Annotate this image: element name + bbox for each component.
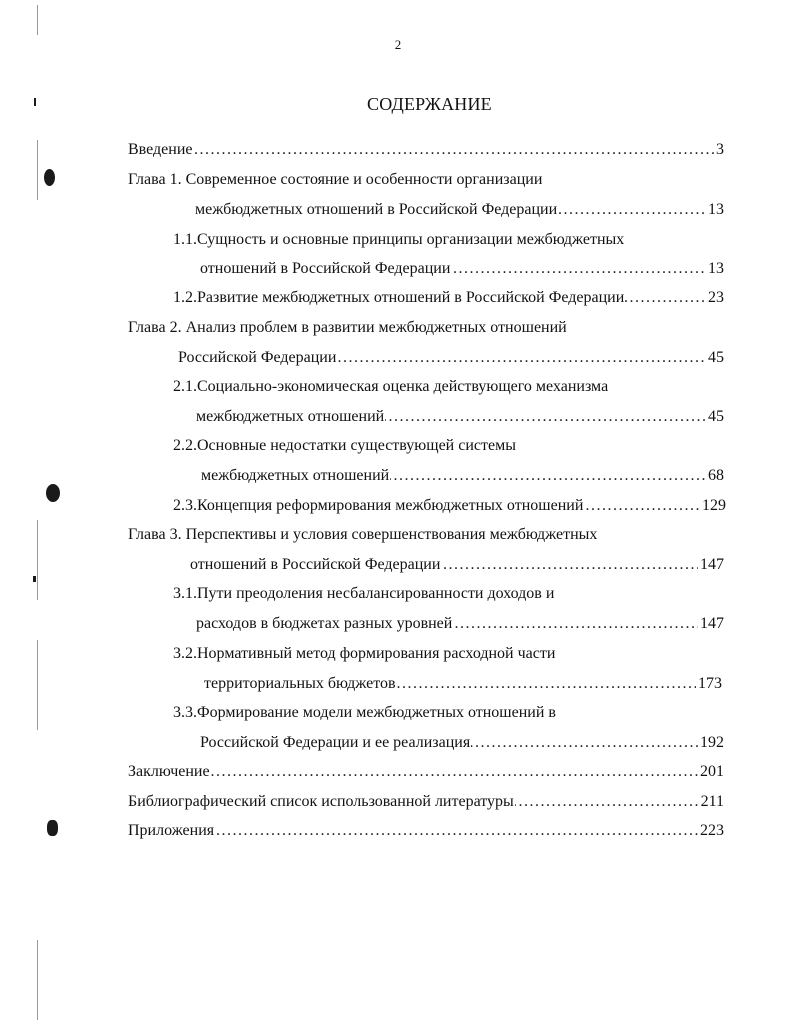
toc-section-2-2-title[interactable]: 2.2.Основные недостатки существующей системы [173,437,516,454]
toc-entry-page: 147 [700,556,724,573]
toc-entry-label: Российской Федерации [178,349,337,366]
toc-section-3-2-title[interactable]: 3.2.Нормативный метод формирования расходной части [173,645,556,662]
toc-entry-label: расходов в бюджетах разных уровней [196,615,453,632]
scan-speck [34,98,36,106]
toc-entry-page: 68 [708,467,724,484]
toc-entry-label: Библиографический список использованной литературы [128,793,514,810]
toc-entry-label: отношений в Российской Федерации [200,260,451,277]
toc-section-3-1-cont[interactable] [196,614,724,634]
toc-section-1-1-title[interactable]: 1.1.Сущность и основные принципы организации межбюджетных [173,231,625,248]
toc-title: СОДЕРЖАНИЕ [367,94,492,114]
toc-entry-page: 23 [708,289,724,306]
toc-chapter-3-title[interactable]: Глава 3. Перспективы и условия совершенствования межбюджетных [128,526,598,543]
scan-edge-line [37,940,38,1020]
toc-entry-page: 45 [708,408,724,425]
toc-entry-appendix[interactable] [128,821,724,841]
toc-entry-intro[interactable] [128,140,724,160]
toc-section-3-3-title[interactable]: 3.3.Формирование модели межбюджетных отношений в [173,704,556,721]
punch-hole-mark [46,484,60,502]
page-number: 2 [394,37,402,52]
scan-speck [33,576,36,582]
toc-chapter-1-title[interactable]: Глава 1. Современное состояние и особенности организации [128,171,543,188]
toc-chapter-3-cont[interactable] [190,555,724,575]
toc-entry-page: 13 [708,201,724,218]
punch-hole-mark [47,820,58,836]
toc-chapter-2-title[interactable]: Глава 2. Анализ проблем в развитии межбюджетных отношений [128,319,567,336]
toc-entry-label: межбюджетных отношений [196,408,385,425]
toc-chapter-2-cont[interactable] [178,348,724,368]
toc-entry-bibliography[interactable] [128,792,724,812]
toc-section-3-2-cont[interactable] [204,674,722,694]
toc-section-1-1-cont[interactable] [200,259,724,279]
toc-entry-page: 147 [700,615,724,632]
toc-section-3-3-cont[interactable] [200,733,724,753]
toc-chapter-1-cont[interactable] [195,200,724,220]
toc-section-3-1-title[interactable]: 3.1.Пути преодоления несбалансированности доходов и [173,585,555,602]
toc-entry-label: 2.3.Концепция реформирования межбюджетных отношений [173,497,584,514]
toc-entry-page: 211 [700,793,724,810]
toc-entry-page: 173 [698,675,722,692]
toc-entry-label: территориальных бюджетов [204,675,396,692]
scan-edge-line [37,140,38,200]
toc-section-1-2[interactable] [173,288,724,308]
punch-hole-mark [44,169,55,186]
toc-entry-page: 201 [700,763,724,780]
toc-entry-page: 192 [700,734,724,751]
toc-section-2-2-cont[interactable] [201,466,724,486]
toc-entry-label: отношений в Российской Федерации [190,556,441,573]
toc-entry-page: 129 [702,497,726,514]
scan-edge-line [37,640,38,730]
toc-section-2-3[interactable] [173,496,726,516]
toc-entry-page: 223 [700,822,724,839]
toc-entry-label: межбюджетных отношений в Российской Федерации [195,201,558,218]
toc-entry-page: 3 [716,141,724,158]
toc-section-2-1-title[interactable]: 2.1.Социально-экономическая оценка действующего механизма [173,378,609,395]
scan-edge-line [37,520,38,600]
toc-entry-label: Заключение [128,763,210,780]
toc-entry-conclusion[interactable] [128,762,724,782]
toc-entry-label: 1.2.Развитие межбюджетных отношений в Российской Федерации [173,289,625,306]
toc-entry-label: межбюджетных отношений [201,467,390,484]
toc-entry-page: 13 [708,260,724,277]
scan-edge-line [37,5,38,35]
toc-entry-page: 45 [708,349,724,366]
toc-entry-label: Приложения [128,822,215,839]
toc-section-2-1-cont[interactable] [196,407,724,427]
toc-entry-label: Российской Федерации и ее реализация [200,734,471,751]
toc-entry-label: Введение [128,141,193,158]
